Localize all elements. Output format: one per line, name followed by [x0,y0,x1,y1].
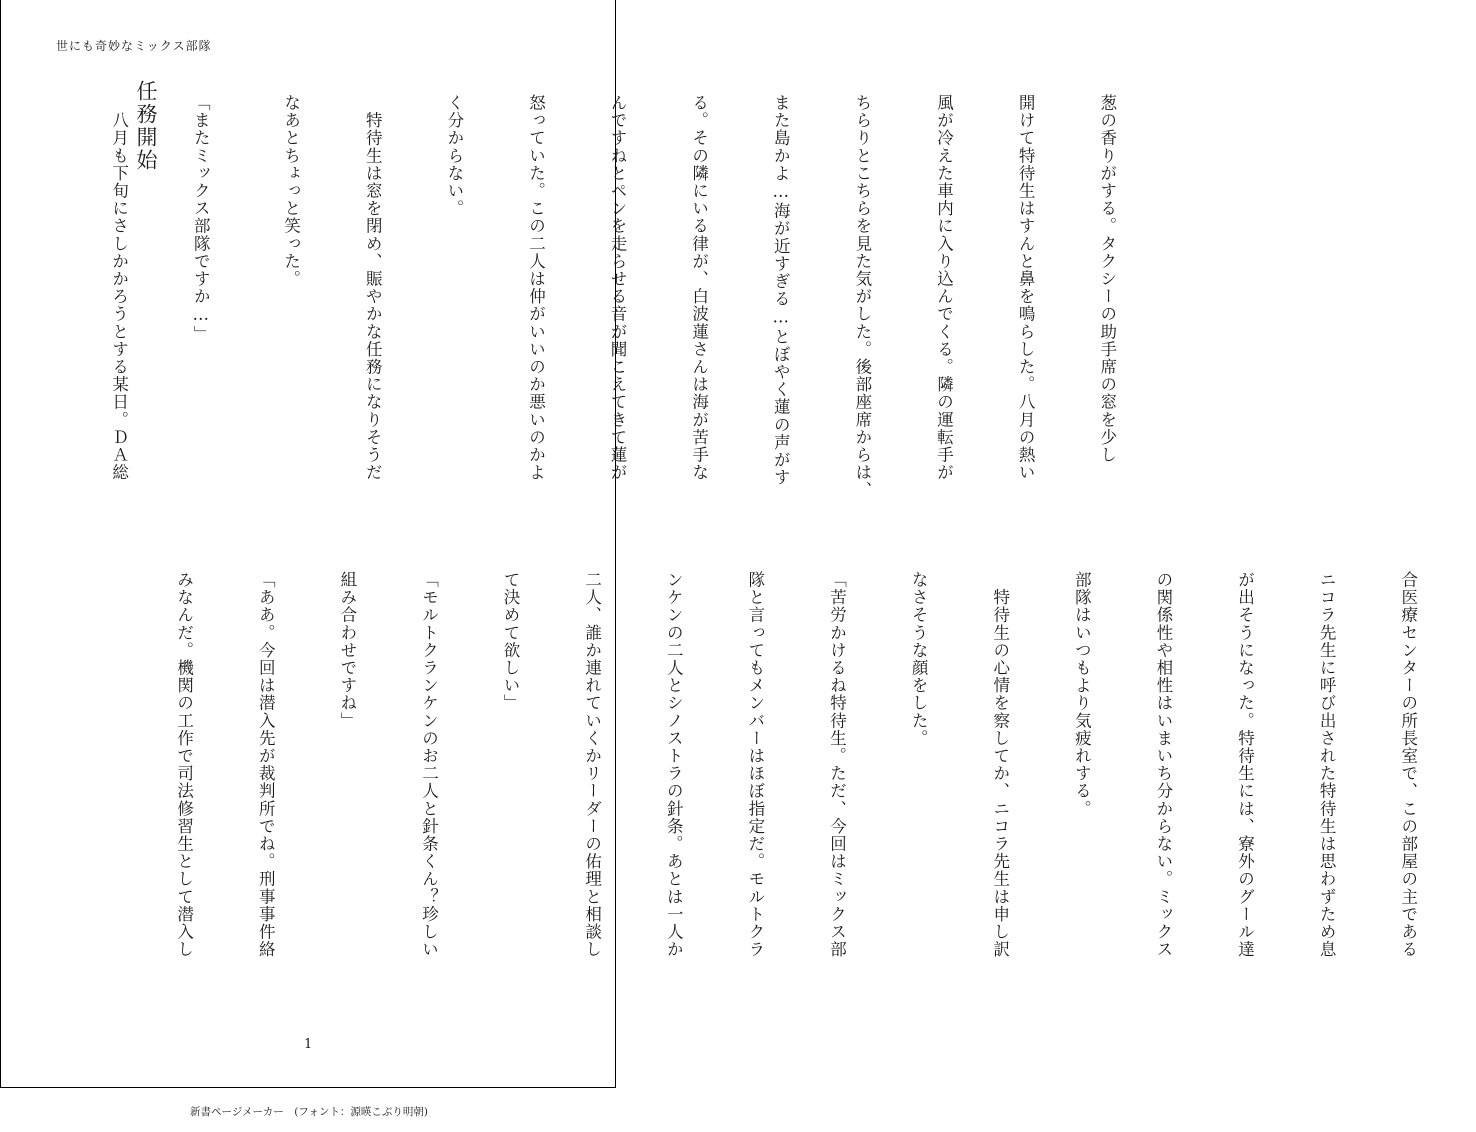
text-line: なあとちょっと笑った。 [281,94,301,288]
upper-body-text [223,94,1175,499]
lower-body-text [116,571,1476,958]
text-line: が出そうになった。特待生には、寮外のグール達 [1235,571,1255,959]
text-line: また島かよ…海が近すぎる…とぼやく蓮の声がす [771,94,791,487]
text-line: る。その隣にいる律が、白波蓮さんは海が苦手な [689,94,709,482]
text-line: て決めて欲しい」 [501,571,521,712]
footer-credit: 新書ページメーカー (フォント：源暎こぶり明朝) [190,1106,428,1118]
text-line: みなんだ。機関の工作で司法修習生として潜入し [174,571,194,959]
running-header: 世にも奇妙なミックス部隊 [56,39,212,53]
text-line: ニコラ先生に呼び出された特待生は思わずため息 [1317,571,1337,959]
text-line: く分からない。 [444,94,464,218]
text-line: の関係性や相性はいまいち分からない。ミックス [1153,571,1173,959]
text-line: 特待生の心情を察してか、ニコラ先生は申し訳 [990,571,1010,959]
text-line: 「苦労かけるね特待生。ただ、今回はミックス部 [827,571,847,959]
text-line: なさそうな顔をした。 [909,571,929,747]
text-line: ちらりとこちらを見た気がした。後部座席からは、 [852,94,872,499]
text-line: 八月も下旬にさしかかろうとする某日。ＤＡ総 [109,94,129,482]
text-line: 「モルトクランケンのお二人と針条くん？珍しい [419,571,439,959]
text-line: 「またミックス部隊ですか…」 [191,94,211,343]
page-number: 1 [304,1037,313,1052]
text-line: 「ああ。今回は潜入先が裁判所でね。刑事事件絡 [256,571,276,959]
section-heading: 任務開始 [134,80,158,172]
text-line: 特待生は窓を閉め、賑やかな任務になりそうだ [363,94,383,482]
text-line: 怒っていた。この二人は仲がいいのか悪いのかよ [526,94,546,482]
text-line: 隊と言ってもメンバーはほぼ指定だ。モルトクラ [745,571,765,959]
text-line: 組み合わせですね」 [337,571,357,730]
text-line: 葱の香りがする。タクシーの助手席の窓を少し [1097,94,1117,464]
text-line: 二人、誰か連れていくかリーダーの佑理と相談し [582,571,602,959]
upper-body-text-continued [51,94,269,481]
text-line: 合医療センターの所長室で、この部屋の主である [1398,571,1418,959]
text-line: ンケンの二人とシノストラの針条。あとは一人か [664,571,684,959]
text-line: 風が冷えた車内に入り込んでくる。隣の運転手が [934,94,954,482]
text-line: 部隊はいつもより気疲れする。 [1072,571,1092,818]
text-line: んですねとペンを走らせる音が聞こえてきて蓮が [608,94,628,482]
text-line: 開けて特待生はすんと鼻を鳴らした。八月の熱い [1016,94,1036,482]
